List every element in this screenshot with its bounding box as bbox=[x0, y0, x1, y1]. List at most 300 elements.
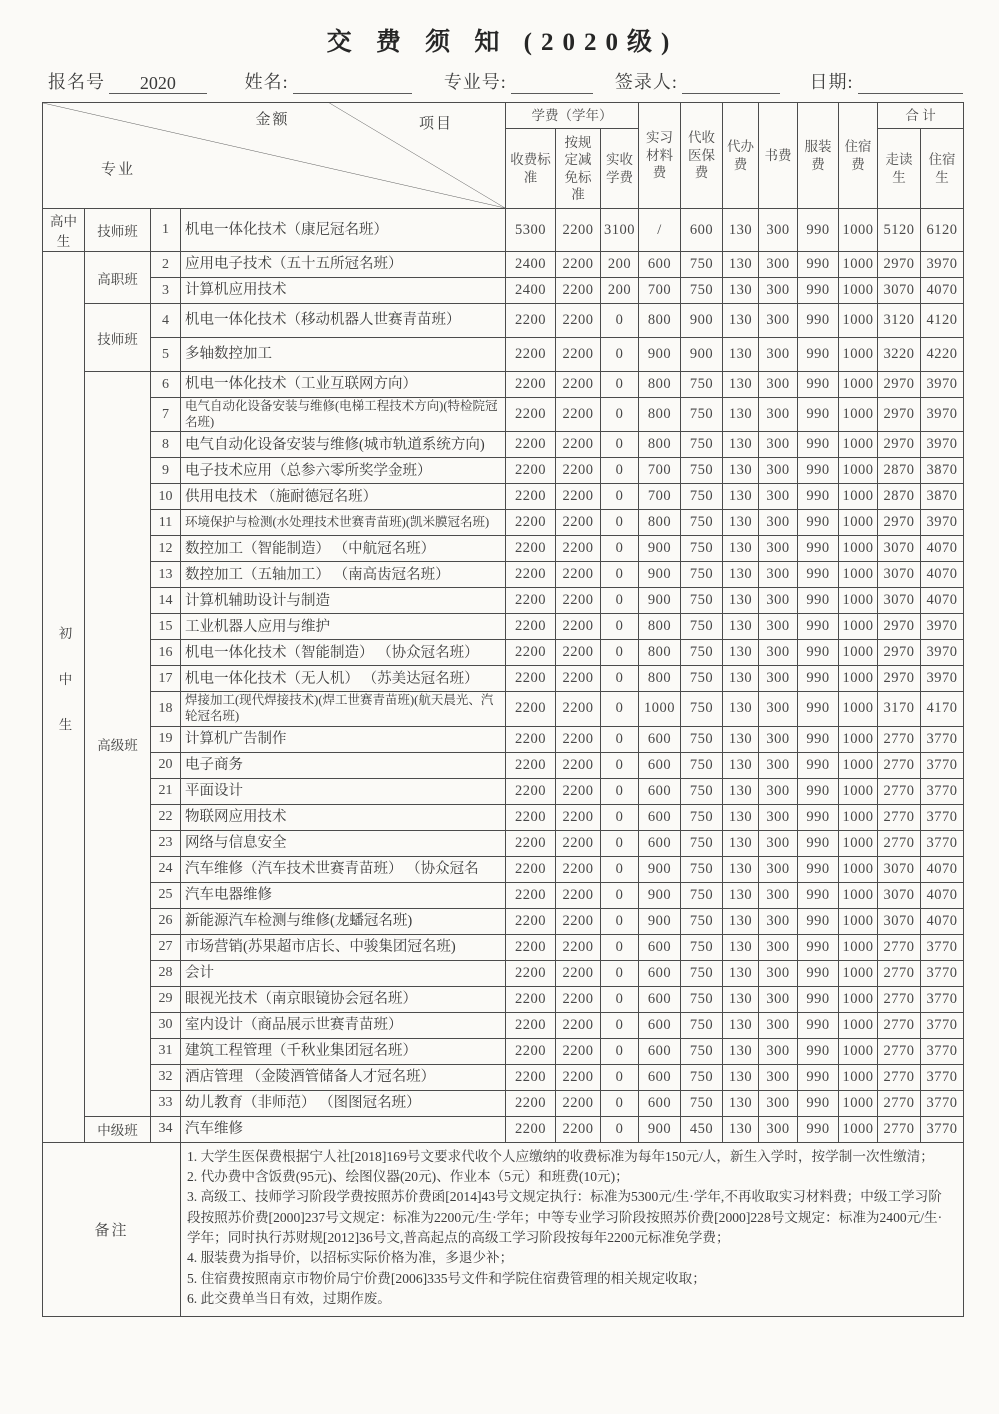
fee-value-cell: 2400 bbox=[506, 278, 556, 304]
fee-value-cell: / bbox=[639, 209, 681, 252]
major-name-cell: 建筑工程管理（千秋业集团冠名班） bbox=[181, 1038, 506, 1064]
fee-value-cell: 800 bbox=[639, 614, 681, 640]
fee-value-cell: 300 bbox=[759, 882, 798, 908]
row-number-cell: 22 bbox=[151, 804, 181, 830]
fee-value-cell: 1000 bbox=[839, 432, 878, 458]
fee-value-cell: 750 bbox=[681, 278, 723, 304]
fee-value-cell: 2770 bbox=[878, 1116, 921, 1142]
fee-value-cell: 0 bbox=[601, 908, 639, 934]
note-item: 1. 大学生医保费根据宁人社[2018]169号文要求代收个人应缴纳的收费标准为每年150元/人，新生入学时，按学制一次性缴清； bbox=[187, 1148, 934, 1164]
major-name-cell: 应用电子技术（五十五所冠名班） bbox=[181, 252, 506, 278]
major-name-cell: 数控加工（五轴加工） （南高齿冠名班） bbox=[181, 562, 506, 588]
fee-value-cell: 300 bbox=[759, 804, 798, 830]
fee-value-cell: 750 bbox=[681, 372, 723, 398]
fee-value-cell: 2200 bbox=[506, 562, 556, 588]
fee-value-cell: 300 bbox=[759, 778, 798, 804]
fee-value-cell: 750 bbox=[681, 252, 723, 278]
row-number-cell: 17 bbox=[151, 666, 181, 692]
major-name-cell: 电子商务 bbox=[181, 752, 506, 778]
fee-value-cell: 1000 bbox=[839, 960, 878, 986]
reg-no-label: 报名号 bbox=[48, 72, 105, 92]
fee-value-cell: 600 bbox=[639, 934, 681, 960]
major-name-cell: 眼视光技术（南京眼镜协会冠名班） bbox=[181, 986, 506, 1012]
fee-value-cell: 600 bbox=[639, 1012, 681, 1038]
fee-value-cell: 990 bbox=[798, 338, 839, 372]
fee-value-cell: 3770 bbox=[921, 726, 964, 752]
major-name-cell: 汽车电器维修 bbox=[181, 882, 506, 908]
spec-row bbox=[43, 856, 964, 882]
major-name-cell: 机电一体化技术（无人机） （苏美达冠名班） bbox=[181, 666, 506, 692]
fee-value-cell: 2770 bbox=[878, 752, 921, 778]
fee-value-cell: 130 bbox=[723, 304, 759, 338]
fee-value-cell: 2970 bbox=[878, 432, 921, 458]
fee-value-cell: 130 bbox=[723, 484, 759, 510]
fee-value-cell: 990 bbox=[798, 778, 839, 804]
fee-value-cell: 600 bbox=[639, 726, 681, 752]
fee-value-cell: 130 bbox=[723, 614, 759, 640]
row-number-cell: 27 bbox=[151, 934, 181, 960]
row-number-cell: 32 bbox=[151, 1064, 181, 1090]
fee-value-cell: 2200 bbox=[556, 726, 601, 752]
major-name-cell: 工业机器人应用与维护 bbox=[181, 614, 506, 640]
fee-value-cell: 750 bbox=[681, 562, 723, 588]
fee-value-cell: 4070 bbox=[921, 856, 964, 882]
fee-value-cell: 5120 bbox=[878, 209, 921, 252]
fee-value-cell: 1000 bbox=[839, 692, 878, 726]
fee-value-cell: 3170 bbox=[878, 692, 921, 726]
fee-value-cell: 3970 bbox=[921, 510, 964, 536]
fee-value-cell: 750 bbox=[681, 1064, 723, 1090]
fee-value-cell: 750 bbox=[681, 458, 723, 484]
fee-value-cell: 2200 bbox=[506, 778, 556, 804]
student-name-label: 姓名: bbox=[244, 72, 289, 92]
fee-value-cell: 600 bbox=[681, 209, 723, 252]
fee-value-cell: 990 bbox=[798, 986, 839, 1012]
spec-row bbox=[43, 304, 964, 338]
fee-value-cell: 0 bbox=[601, 1064, 639, 1090]
fee-value-cell: 990 bbox=[798, 640, 839, 666]
major-name-cell: 酒店管理 （金陵酒管储备人才冠名班） bbox=[181, 1064, 506, 1090]
fee-value-cell: 1000 bbox=[839, 510, 878, 536]
fee-value-cell: 1000 bbox=[839, 614, 878, 640]
fee-value-cell: 750 bbox=[681, 882, 723, 908]
fee-value-cell: 3070 bbox=[878, 562, 921, 588]
major-name-cell: 焊接加工(现代焊接技术)(焊工世赛青苗班)(航天晨光、汽轮冠名班) bbox=[181, 692, 506, 726]
fee-value-cell: 130 bbox=[723, 1038, 759, 1064]
spec-row bbox=[43, 536, 964, 562]
fee-value-cell: 750 bbox=[681, 778, 723, 804]
corner-major-label: 专业 bbox=[101, 161, 136, 178]
fee-value-cell: 300 bbox=[759, 372, 798, 398]
fee-value-cell: 750 bbox=[681, 1090, 723, 1116]
spec-row bbox=[43, 278, 964, 304]
fee-value-cell: 1000 bbox=[839, 536, 878, 562]
fee-value-cell: 2970 bbox=[878, 372, 921, 398]
note-item: 6. 此交费单当日有效，过期作废。 bbox=[187, 1291, 391, 1307]
fee-value-cell: 3870 bbox=[921, 458, 964, 484]
fee-value-cell: 300 bbox=[759, 640, 798, 666]
fee-value-cell: 1000 bbox=[839, 804, 878, 830]
fee-value-cell: 800 bbox=[639, 398, 681, 432]
fee-value-cell: 2770 bbox=[878, 934, 921, 960]
spec-row bbox=[43, 1012, 964, 1038]
spec-row bbox=[43, 726, 964, 752]
fee-value-cell: 130 bbox=[723, 830, 759, 856]
row-number-cell: 31 bbox=[151, 1038, 181, 1064]
row-number-cell: 10 bbox=[151, 484, 181, 510]
fee-value-cell: 750 bbox=[681, 934, 723, 960]
fee-value-cell: 300 bbox=[759, 666, 798, 692]
fee-value-cell: 2200 bbox=[506, 304, 556, 338]
fee-value-cell: 2200 bbox=[556, 666, 601, 692]
fee-value-cell: 2200 bbox=[506, 934, 556, 960]
fee-value-cell: 0 bbox=[601, 562, 639, 588]
major-name-cell: 汽车维修（汽车技术世赛青苗班） （协众冠名 bbox=[181, 856, 506, 882]
notes-label-cell: 备注 bbox=[43, 1142, 181, 1316]
fee-value-cell: 990 bbox=[798, 726, 839, 752]
fee-value-cell: 900 bbox=[639, 588, 681, 614]
fee-value-cell: 0 bbox=[601, 372, 639, 398]
fee-value-cell: 300 bbox=[759, 458, 798, 484]
fee-value-cell: 2200 bbox=[506, 830, 556, 856]
fee-value-cell: 2200 bbox=[556, 252, 601, 278]
fee-value-cell: 2200 bbox=[506, 726, 556, 752]
fee-value-cell: 300 bbox=[759, 752, 798, 778]
major-name-cell: 网络与信息安全 bbox=[181, 830, 506, 856]
major-name-cell: 电子技术应用（总参六零所奖学金班） bbox=[181, 458, 506, 484]
spec-row bbox=[43, 458, 964, 484]
fee-value-cell: 750 bbox=[681, 1038, 723, 1064]
fee-value-cell: 3120 bbox=[878, 304, 921, 338]
fee-value-cell: 990 bbox=[798, 1116, 839, 1142]
major-name-cell: 计算机辅助设计与制造 bbox=[181, 588, 506, 614]
fee-value-cell: 900 bbox=[639, 856, 681, 882]
fee-value-cell: 2200 bbox=[556, 1012, 601, 1038]
major-name-cell: 机电一体化技术（移动机器人世赛青苗班） bbox=[181, 304, 506, 338]
fee-value-cell: 900 bbox=[639, 562, 681, 588]
note-item: 4. 服装费为指导价，以招标实际价格为准，多退少补； bbox=[187, 1250, 514, 1266]
fee-value-cell: 800 bbox=[639, 372, 681, 398]
fee-value-cell: 3070 bbox=[878, 588, 921, 614]
fee-value-cell: 2200 bbox=[556, 986, 601, 1012]
spec-row bbox=[43, 752, 964, 778]
fee-value-cell: 130 bbox=[723, 252, 759, 278]
fee-value-cell: 2200 bbox=[506, 986, 556, 1012]
spec-row bbox=[43, 614, 964, 640]
fee-value-cell: 990 bbox=[798, 856, 839, 882]
fee-value-cell: 300 bbox=[759, 278, 798, 304]
fee-value-cell: 2200 bbox=[556, 510, 601, 536]
fee-value-cell: 800 bbox=[639, 510, 681, 536]
row-number-cell: 2 bbox=[151, 252, 181, 278]
fee-value-cell: 3770 bbox=[921, 804, 964, 830]
fee-value-cell: 600 bbox=[639, 752, 681, 778]
fee-value-cell: 3770 bbox=[921, 986, 964, 1012]
fee-value-cell: 900 bbox=[639, 908, 681, 934]
fee-value-cell: 1000 bbox=[839, 1038, 878, 1064]
fee-value-cell: 0 bbox=[601, 614, 639, 640]
fee-value-cell: 750 bbox=[681, 432, 723, 458]
fee-value-cell: 1000 bbox=[839, 372, 878, 398]
fee-value-cell: 750 bbox=[681, 856, 723, 882]
fee-value-cell: 2200 bbox=[556, 458, 601, 484]
fee-value-cell: 2870 bbox=[878, 484, 921, 510]
spec-row bbox=[43, 778, 964, 804]
fee-value-cell: 990 bbox=[798, 252, 839, 278]
fee-table-header bbox=[43, 103, 964, 209]
fee-value-cell: 750 bbox=[681, 398, 723, 432]
corner-item-label: 项目 bbox=[418, 116, 453, 132]
fee-value-cell: 2770 bbox=[878, 960, 921, 986]
fee-value-cell: 130 bbox=[723, 752, 759, 778]
fee-value-cell: 2200 bbox=[556, 562, 601, 588]
registrar-blank bbox=[682, 73, 780, 94]
fee-value-cell: 130 bbox=[723, 778, 759, 804]
fee-value-cell: 3100 bbox=[601, 209, 639, 252]
fee-value-cell: 990 bbox=[798, 398, 839, 432]
fee-value-cell: 300 bbox=[759, 614, 798, 640]
row-number-cell: 6 bbox=[151, 372, 181, 398]
major-name-cell: 计算机广告制作 bbox=[181, 726, 506, 752]
fee-value-cell: 450 bbox=[681, 1116, 723, 1142]
fee-value-cell: 0 bbox=[601, 1090, 639, 1116]
spec-row bbox=[43, 1090, 964, 1116]
fee-value-cell: 750 bbox=[681, 510, 723, 536]
fee-value-cell: 600 bbox=[639, 1090, 681, 1116]
row-number-cell: 19 bbox=[151, 726, 181, 752]
fee-value-cell: 130 bbox=[723, 278, 759, 304]
fee-value-cell: 2200 bbox=[556, 830, 601, 856]
fee-value-cell: 130 bbox=[723, 209, 759, 252]
fee-value-cell: 2200 bbox=[506, 908, 556, 934]
class-type-cell: 技师班 bbox=[85, 304, 151, 372]
fee-value-cell: 1000 bbox=[639, 692, 681, 726]
fee-value-cell: 990 bbox=[798, 666, 839, 692]
fee-value-cell: 3220 bbox=[878, 338, 921, 372]
row-number-cell: 12 bbox=[151, 536, 181, 562]
fee-value-cell: 990 bbox=[798, 536, 839, 562]
fee-value-cell: 2970 bbox=[878, 614, 921, 640]
fee-value-cell: 0 bbox=[601, 856, 639, 882]
fee-value-cell: 300 bbox=[759, 588, 798, 614]
major-name-cell: 电气自动化设备安装与维修(城市轨道系统方向) bbox=[181, 432, 506, 458]
spec-row bbox=[43, 1064, 964, 1090]
fee-value-cell: 2200 bbox=[556, 752, 601, 778]
fee-value-cell: 990 bbox=[798, 510, 839, 536]
tuition-group-header: 学费（学年） bbox=[506, 103, 639, 129]
fee-value-cell: 130 bbox=[723, 692, 759, 726]
spec-row bbox=[43, 960, 964, 986]
fee-value-cell: 130 bbox=[723, 666, 759, 692]
row-number-cell: 8 bbox=[151, 432, 181, 458]
fee-value-cell: 130 bbox=[723, 338, 759, 372]
major-name-cell: 室内设计（商品展示世赛青苗班） bbox=[181, 1012, 506, 1038]
fee-value-cell: 4070 bbox=[921, 562, 964, 588]
fee-value-cell: 3770 bbox=[921, 934, 964, 960]
fee-value-cell: 0 bbox=[601, 338, 639, 372]
registrar-label: 签录人: bbox=[614, 72, 678, 92]
fee-value-cell: 3070 bbox=[878, 278, 921, 304]
fee-value-cell: 2200 bbox=[506, 588, 556, 614]
col-header-standard-fee: 收费标准 bbox=[506, 129, 556, 209]
fee-value-cell: 300 bbox=[759, 536, 798, 562]
fee-value-cell: 3770 bbox=[921, 1090, 964, 1116]
corner-header-cell bbox=[43, 103, 506, 209]
notes-row bbox=[43, 1142, 964, 1316]
fee-value-cell: 0 bbox=[601, 398, 639, 432]
total-group-header: 合 计 bbox=[878, 103, 964, 129]
col-header-uniform-fee: 服装费 bbox=[798, 103, 839, 209]
fee-value-cell: 1000 bbox=[839, 588, 878, 614]
fee-value-cell: 4070 bbox=[921, 908, 964, 934]
spec-row bbox=[43, 372, 964, 398]
fee-value-cell: 3970 bbox=[921, 666, 964, 692]
fee-value-cell: 2200 bbox=[506, 484, 556, 510]
fee-value-cell: 0 bbox=[601, 458, 639, 484]
fee-value-cell: 2770 bbox=[878, 778, 921, 804]
fee-value-cell: 130 bbox=[723, 882, 759, 908]
note-item: 3. 高级工、技师学习阶段学费按照苏价费函[2014]43号文规定执行：标准为5300元/生·学年,不再收取实习材料费；中级工学习阶段按照苏价费[2000]237号文规定：标准为2200元/生·学年；中等专业学习阶段按照苏价费[2000]228号文规定：标准为2400元/生·学年；同时执行苏财规[2012]36号文,普高起点的高级工学习阶段按每年2200元标准免学费； bbox=[187, 1189, 943, 1246]
fee-value-cell: 3970 bbox=[921, 614, 964, 640]
fee-value-cell: 990 bbox=[798, 1090, 839, 1116]
fee-value-cell: 3070 bbox=[878, 882, 921, 908]
fee-value-cell: 2200 bbox=[506, 856, 556, 882]
spec-row bbox=[43, 510, 964, 536]
fee-value-cell: 5300 bbox=[506, 209, 556, 252]
fee-value-cell: 300 bbox=[759, 1012, 798, 1038]
fee-value-cell: 2200 bbox=[556, 588, 601, 614]
fee-value-cell: 1000 bbox=[839, 209, 878, 252]
row-number-cell: 30 bbox=[151, 1012, 181, 1038]
fee-value-cell: 2200 bbox=[556, 1090, 601, 1116]
fee-table-footer bbox=[43, 1142, 964, 1316]
fee-value-cell: 2200 bbox=[506, 338, 556, 372]
fee-value-cell: 2200 bbox=[556, 1116, 601, 1142]
fee-value-cell: 2770 bbox=[878, 804, 921, 830]
col-header-medical-fee: 代收医保费 bbox=[681, 103, 723, 209]
fee-value-cell: 130 bbox=[723, 562, 759, 588]
fee-value-cell: 3970 bbox=[921, 252, 964, 278]
fee-value-cell: 2200 bbox=[506, 1038, 556, 1064]
row-number-cell: 11 bbox=[151, 510, 181, 536]
fee-value-cell: 0 bbox=[601, 510, 639, 536]
fee-value-cell: 3770 bbox=[921, 1038, 964, 1064]
fee-value-cell: 990 bbox=[798, 1012, 839, 1038]
fee-value-cell: 130 bbox=[723, 986, 759, 1012]
fee-value-cell: 700 bbox=[639, 278, 681, 304]
fee-value-cell: 300 bbox=[759, 856, 798, 882]
fee-value-cell: 2200 bbox=[506, 614, 556, 640]
fee-value-cell: 130 bbox=[723, 1116, 759, 1142]
fee-value-cell: 990 bbox=[798, 484, 839, 510]
fee-value-cell: 2200 bbox=[556, 278, 601, 304]
class-type-cell: 高级班 bbox=[85, 372, 151, 1117]
fee-value-cell: 990 bbox=[798, 614, 839, 640]
spec-row bbox=[43, 1038, 964, 1064]
fee-value-cell: 1000 bbox=[839, 398, 878, 432]
fee-value-cell: 2200 bbox=[506, 882, 556, 908]
fee-value-cell: 1000 bbox=[839, 484, 878, 510]
fee-value-cell: 750 bbox=[681, 640, 723, 666]
row-number-cell: 29 bbox=[151, 986, 181, 1012]
row-number-cell: 4 bbox=[151, 304, 181, 338]
fee-value-cell: 200 bbox=[601, 278, 639, 304]
fee-value-cell: 0 bbox=[601, 1012, 639, 1038]
spec-row bbox=[43, 908, 964, 934]
fee-value-cell: 3070 bbox=[878, 856, 921, 882]
spec-row bbox=[43, 398, 964, 432]
fee-value-cell: 900 bbox=[639, 338, 681, 372]
fee-value-cell: 600 bbox=[639, 1064, 681, 1090]
fee-table bbox=[42, 102, 964, 1317]
fee-value-cell: 900 bbox=[639, 882, 681, 908]
fee-value-cell: 750 bbox=[681, 960, 723, 986]
fee-value-cell: 2200 bbox=[506, 536, 556, 562]
row-number-cell: 9 bbox=[151, 458, 181, 484]
fee-value-cell: 0 bbox=[601, 882, 639, 908]
student-type-cell bbox=[43, 209, 85, 252]
major-name-cell: 平面设计 bbox=[181, 778, 506, 804]
row-number-cell: 5 bbox=[151, 338, 181, 372]
fee-value-cell: 2200 bbox=[556, 908, 601, 934]
col-header-boarding-student-total: 住宿生 bbox=[921, 129, 964, 209]
fee-value-cell: 130 bbox=[723, 804, 759, 830]
fee-value-cell: 130 bbox=[723, 640, 759, 666]
fee-value-cell: 750 bbox=[681, 726, 723, 752]
fee-value-cell: 0 bbox=[601, 960, 639, 986]
fee-value-cell: 3970 bbox=[921, 398, 964, 432]
fee-table-body bbox=[43, 209, 964, 1143]
row-number-cell: 25 bbox=[151, 882, 181, 908]
fee-value-cell: 0 bbox=[601, 304, 639, 338]
fee-value-cell: 2200 bbox=[556, 1038, 601, 1064]
fee-value-cell: 2200 bbox=[506, 1064, 556, 1090]
fee-value-cell: 300 bbox=[759, 1116, 798, 1142]
fee-value-cell: 300 bbox=[759, 209, 798, 252]
fee-value-cell: 4070 bbox=[921, 588, 964, 614]
fee-value-cell: 2200 bbox=[506, 666, 556, 692]
spec-row bbox=[43, 1116, 964, 1142]
fee-value-cell: 2200 bbox=[556, 432, 601, 458]
row-number-cell: 1 bbox=[151, 209, 181, 252]
fee-value-cell: 2200 bbox=[506, 372, 556, 398]
fee-value-cell: 0 bbox=[601, 726, 639, 752]
fee-value-cell: 300 bbox=[759, 986, 798, 1012]
fee-value-cell: 1000 bbox=[839, 830, 878, 856]
fee-value-cell: 3770 bbox=[921, 778, 964, 804]
fee-value-cell: 0 bbox=[601, 1116, 639, 1142]
fee-value-cell: 300 bbox=[759, 1064, 798, 1090]
fee-value-cell: 2200 bbox=[556, 882, 601, 908]
fee-value-cell: 0 bbox=[601, 830, 639, 856]
fee-value-cell: 700 bbox=[639, 458, 681, 484]
fee-value-cell: 2200 bbox=[556, 934, 601, 960]
fee-value-cell: 3070 bbox=[878, 536, 921, 562]
fee-value-cell: 130 bbox=[723, 1064, 759, 1090]
fee-value-cell: 300 bbox=[759, 726, 798, 752]
fee-value-cell: 2200 bbox=[556, 338, 601, 372]
col-header-book-fee: 书费 bbox=[759, 103, 798, 209]
major-name-cell: 幼儿教育（非师范） （图图冠名班） bbox=[181, 1090, 506, 1116]
fee-value-cell: 990 bbox=[798, 278, 839, 304]
fee-value-cell: 0 bbox=[601, 692, 639, 726]
fee-value-cell: 300 bbox=[759, 1090, 798, 1116]
col-header-actual-tuition: 实收学费 bbox=[601, 129, 639, 209]
fee-value-cell: 750 bbox=[681, 588, 723, 614]
fee-value-cell: 2200 bbox=[556, 804, 601, 830]
note-item: 5. 住宿费按照南京市物价局宁价费[2006]335号文件和学院住宿费管理的相关规定收取； bbox=[187, 1270, 706, 1286]
fee-value-cell: 300 bbox=[759, 252, 798, 278]
